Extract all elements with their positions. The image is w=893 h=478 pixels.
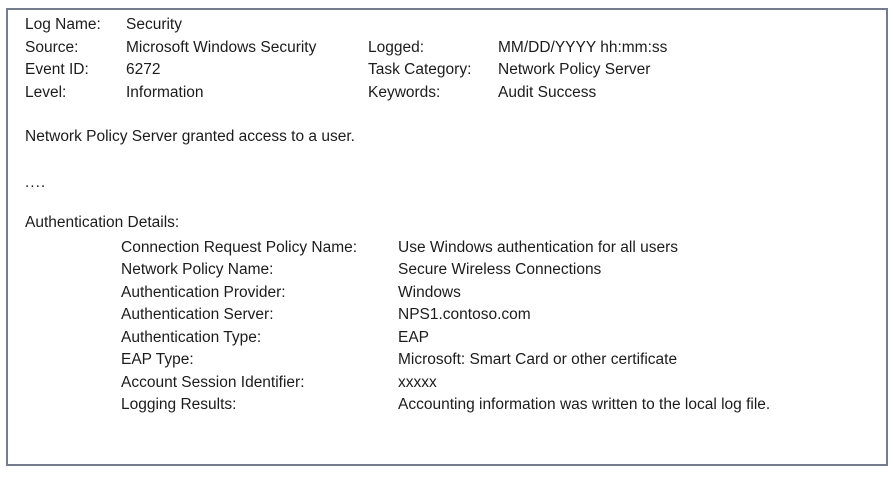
event-id-label: Event ID: (25, 61, 89, 78)
keywords-value: Audit Success (498, 83, 597, 101)
detail-value: Windows (398, 283, 461, 301)
detail-value: EAP (398, 328, 430, 346)
task-category-value: Network Policy Server (498, 61, 651, 78)
detail-label: Authentication Type: (121, 328, 262, 346)
detail-label: Logging Results: (121, 396, 237, 413)
detail-row-connection-request-policy (121, 237, 870, 260)
header-row-log-name (25, 14, 870, 37)
detail-row-logging-results (121, 394, 870, 417)
log-name-label: Log Name: (25, 16, 101, 33)
source-value: Microsoft Windows Security (126, 38, 317, 56)
detail-label: Authentication Server: (121, 306, 274, 323)
header-row-source (25, 37, 870, 60)
detail-label: EAP Type: (121, 351, 194, 368)
header-spacer (368, 14, 498, 37)
auth-details-title: Authentication Details: (25, 214, 180, 231)
detail-value: Secure Wireless Connections (398, 261, 602, 278)
detail-value: Accounting information was written to the local log file. (398, 396, 771, 413)
detail-row-authentication-server (121, 304, 870, 327)
header-row-level (25, 82, 870, 105)
detail-value: xxxxx (398, 373, 437, 391)
detail-label: Authentication Provider: (121, 283, 286, 301)
detail-value: Microsoft: Smart Card or other certificate (398, 351, 678, 368)
task-category-label: Task Category: (368, 61, 472, 78)
header-row-event-id (25, 59, 870, 82)
detail-row-authentication-provider (121, 282, 870, 305)
detail-label: Account Session Identifier: (121, 373, 305, 391)
event-log-panel (6, 8, 888, 466)
keywords-label: Keywords: (368, 83, 441, 101)
auth-details-list (121, 237, 870, 417)
event-description: Network Policy Server granted access to a user. (25, 128, 355, 145)
source-label: Source: (25, 38, 79, 56)
detail-row-eap-type (121, 349, 870, 372)
omitted-text: .... (25, 173, 47, 191)
logged-value: MM/DD/YYYY hh:mm:ss (498, 38, 668, 56)
event-id-value: 6272 (126, 61, 161, 78)
event-header (25, 14, 870, 104)
detail-row-authentication-type (121, 327, 870, 350)
detail-label: Network Policy Name: (121, 261, 274, 278)
detail-value: NPS1.contoso.com (398, 306, 531, 323)
detail-value: Use Windows authentication for all users (398, 238, 678, 256)
detail-row-account-session-identifier (121, 372, 870, 395)
header-spacer (498, 14, 870, 37)
detail-row-network-policy-name (121, 259, 870, 282)
level-value: Information (126, 83, 204, 101)
log-name-value: Security (126, 16, 182, 33)
level-label: Level: (25, 83, 67, 101)
detail-label: Connection Request Policy Name: (121, 238, 358, 256)
logged-label: Logged: (368, 38, 425, 56)
